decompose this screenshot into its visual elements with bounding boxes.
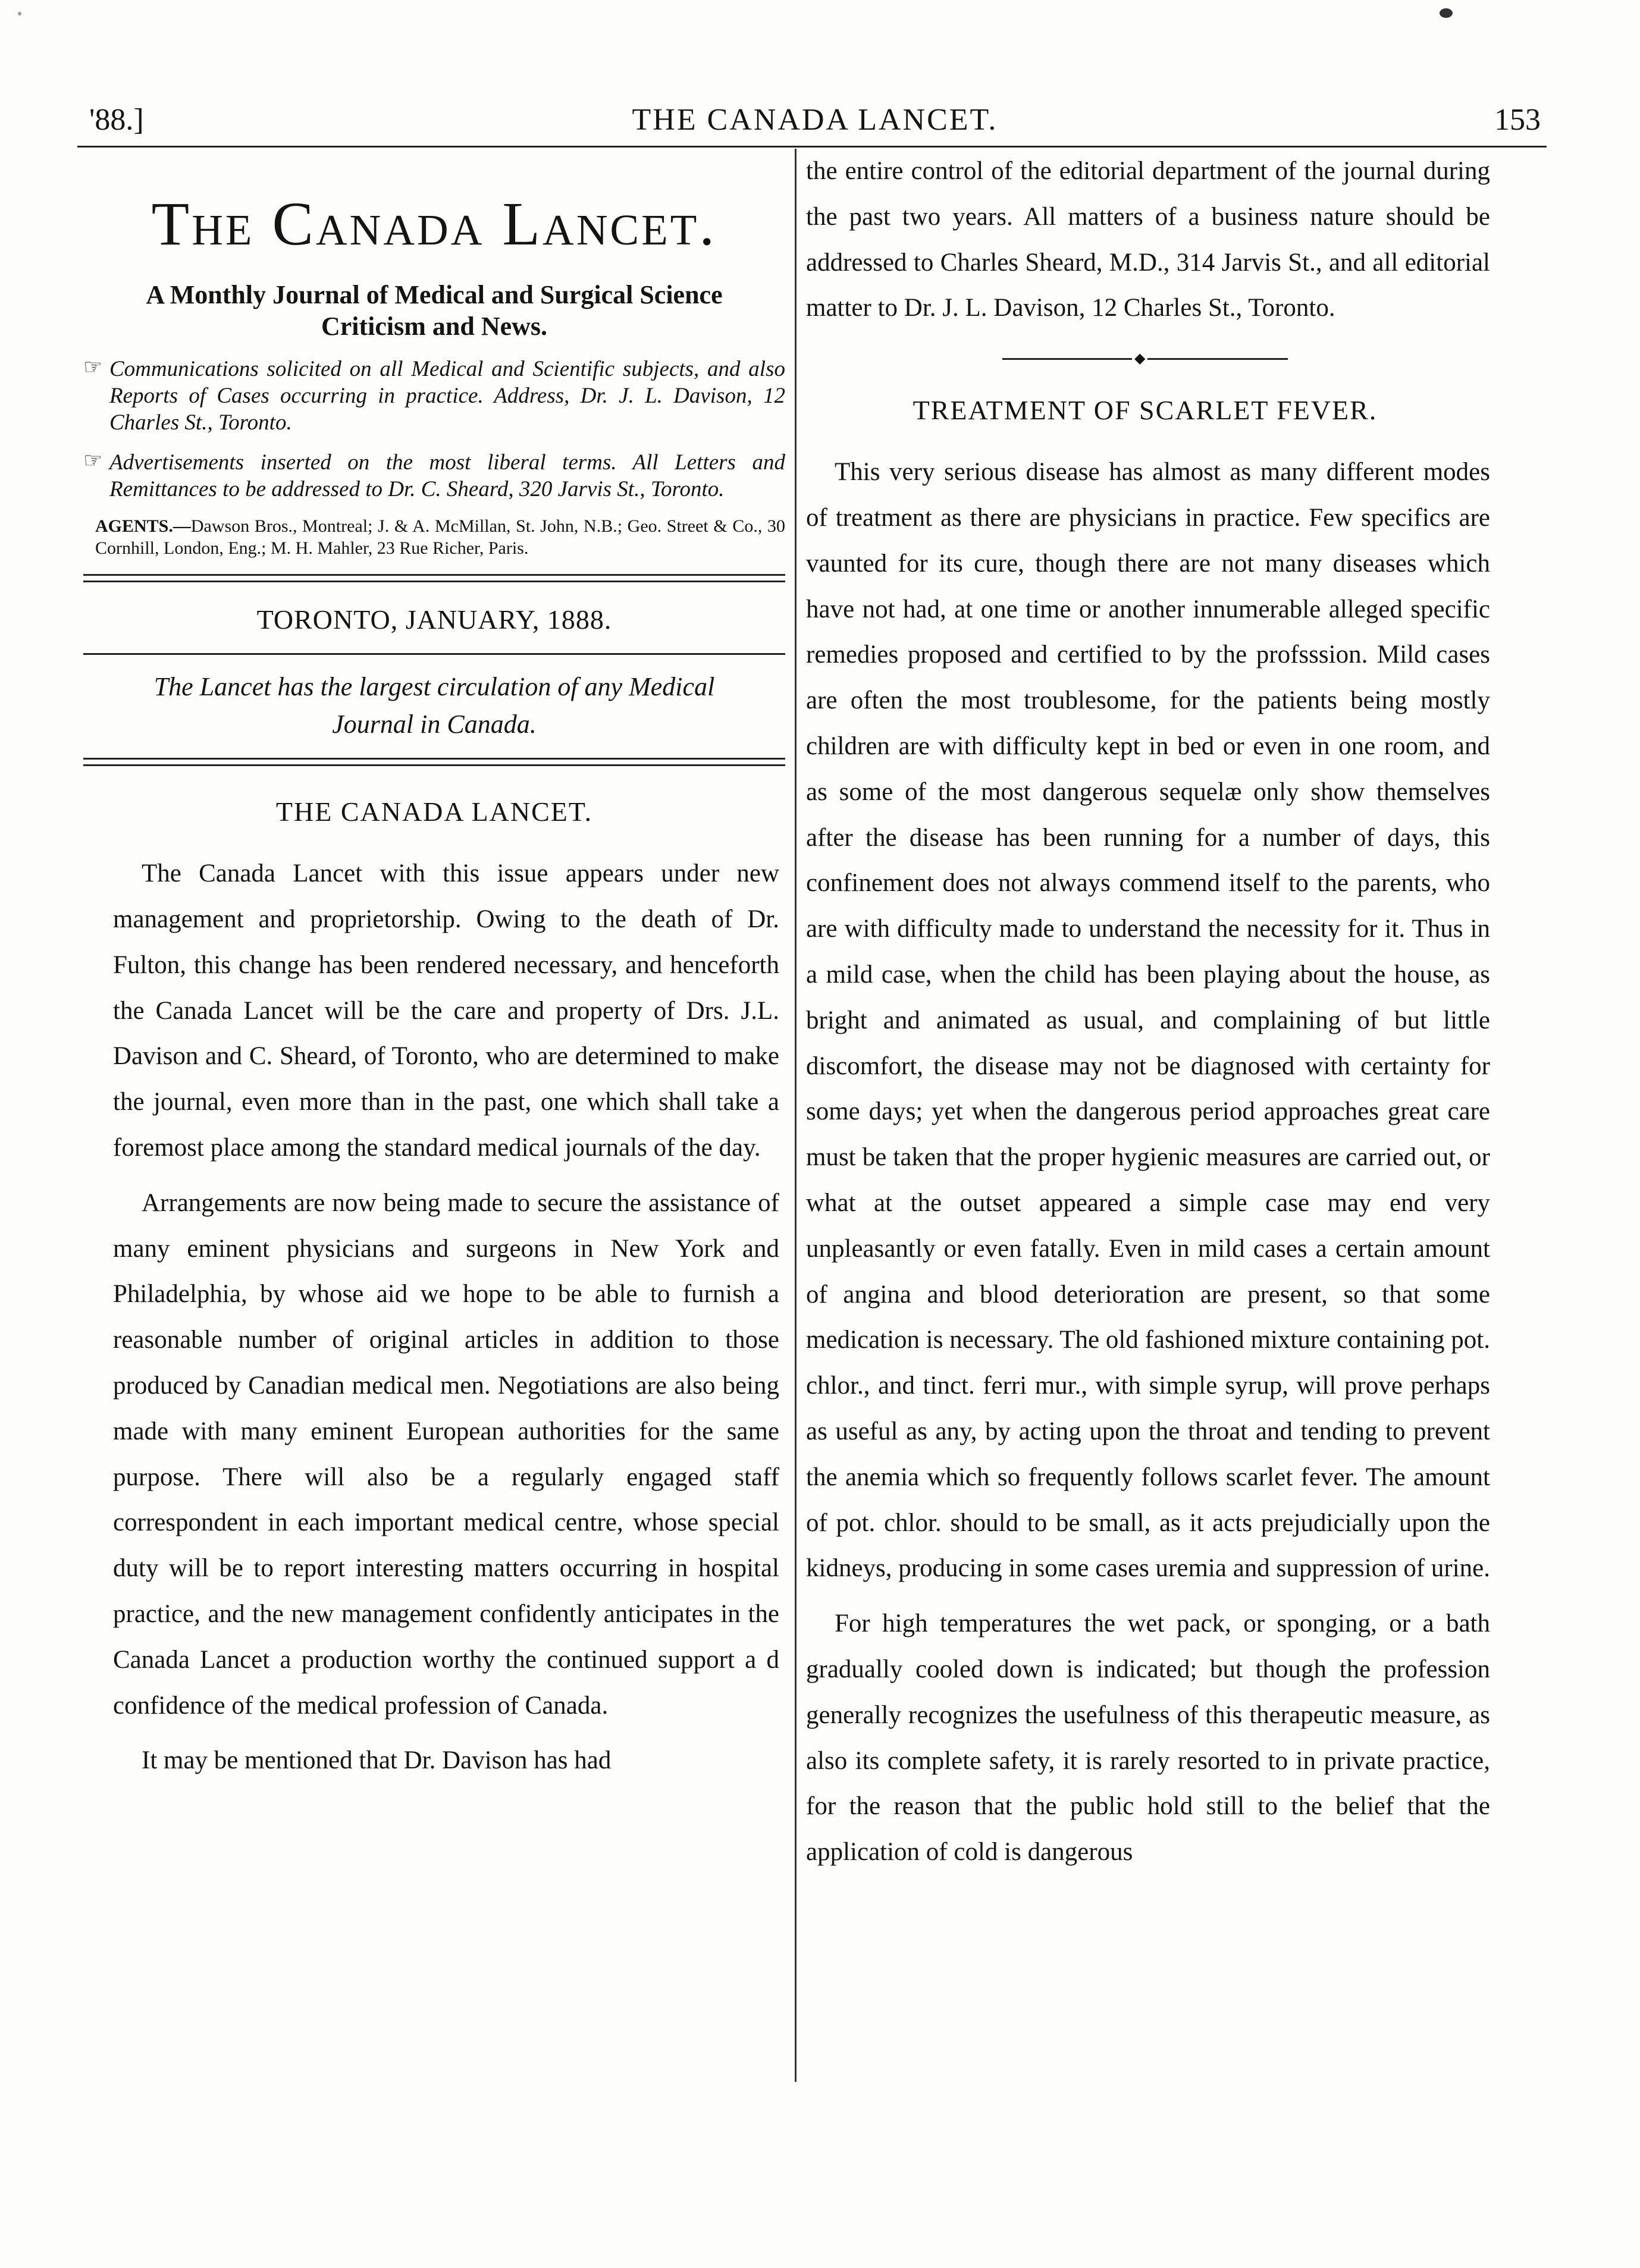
agents-label: AGENTS.—: [95, 516, 191, 536]
paragraph: It may be mentioned that Dr. Davison has had: [142, 1746, 612, 1775]
masthead-title: The Canada Lancet.: [151, 190, 717, 258]
rule: [83, 653, 785, 655]
manicule-icon: ☞: [83, 448, 103, 473]
manicule-icon: ☞: [83, 355, 103, 379]
article-title-scarlet-fever: TREATMENT OF SCARLET FEVER.: [912, 395, 1378, 426]
paragraph: Arrangements are now being made to secure the assistance of many eminent physicians and surgeons in New York and Philadelphia, by whose aid we hope to be able to furnish a reasonable number of original articles in addition to those produced by Canadian medical men. Negotiations are also being made with many eminent European authorities for the same purpose. There will also be a regularly engaged staff correspondent in each important medical centre, whose special duty will be to report interesting matters occurring in hospital practice, and the new management confidently anticipates in the Canada Lancet a production worthy the continued support a d confidence of the medical profession of Canada.: [113, 1188, 779, 1720]
page-number: 153: [1494, 103, 1541, 137]
paragraph: the entire control of the editorial department of the journal during the past two years. All matters of a business nature should be addressed to Charles Sheard, M.D., 314 Jarvis St., and all editorial matter to Dr. J. L. Davison, 12 Charles St., Toronto.: [806, 157, 1490, 322]
header-rule: [77, 146, 1547, 148]
notice-communications-text: Communications solicited on all Medical and Scientific subjects, and also Reports of Cases occurring in practice. Address, Dr. J. L. Davison, 12 Charles St., Toronto.: [109, 356, 785, 435]
ink-speck: [18, 12, 21, 15]
running-title: THE CANADA LANCET.: [632, 103, 998, 137]
paragraph: For high temperatures the wet pack, or sponging, or a bath gradually cooled down is indicated; but though the profession generally recognizes the usefulness of this therapeutic measure, as also its complete safety, it is rarely resorted to in private practice, for the reason that the public hold still to the belief that the application of cold is dangerous: [806, 1610, 1490, 1867]
notice-communications: [83, 356, 785, 436]
paragraph: The Canada Lancet with this issue appears under new management and proprietorship. Owing to the death of Dr. Fulton, this change has been rendered necessary, and henceforth the Canada Lancet will be the care and property of Drs. J.L. Davison and C. Sheard, of Toronto, who are determined to make the journal, even more than in the past, one which shall take a foremost place among the standard medical journals of the day.: [113, 859, 779, 1162]
masthead-subtitle: A Monthly Journal of Medical and Surgical Science Criticism and News.: [146, 280, 723, 341]
notice-advertisements-text: Advertisements inserted on the most liberal terms. All Letters and Remittances to be addressed to Dr. C. Sheard, 320 Jarvis St., Toronto.: [109, 450, 785, 502]
article-body-canada-lancet: [83, 851, 785, 1784]
right-column: [794, 149, 1496, 1875]
section-ornament-rule: [1002, 353, 1288, 365]
ink-speck: [1440, 8, 1453, 18]
double-rule: [83, 574, 785, 582]
paragraph: This very serious disease has almost as many different modes of treatment as there are physicians in practice. Few specifics are vaunted for its cure, though there are not many diseases which have not had, at one time or another innumerable alleged specific remedies proposed and certified to by the profsssion. Mild cases are often the most troublesome, for the patients being mostly children are with difficulty kept in bed or even in one room, and as some of the most dangerous sequelæ only show themselves after the disease has been running for a number of days, this confinement does not always commend itself to the parents, who are with difficulty made to understand the necessity for it. Thus in a mild case, when the child has been playing about the house, as bright and animated as usual, and complaining of but little discomfort, the disease may not be diagnosed with certainty for some days; yet when the dangerous period approaches great care must be taken that the proper hygienic measures are carried out, or what at the outset appeared a simple case may end very unpleasantly or even fatally. Even in mild cases a certain amount of angina and blood deterioration are present, so that some medication is necessary. The old fashioned mixture containing pot. chlor., and tinct. ferri mur., with simple syrup, will prove perhaps as useful as any, by acting upon the throat and tending to prevent the anemia which so frequently follows scarlet fever. The amount of pot. chlor. should to be small, as it acts prejudicially upon the kidneys, producing in some cases uremia and suppression of urine.: [806, 458, 1490, 1583]
article-body-scarlet-fever: [794, 450, 1496, 1875]
notice-advertisements: [83, 449, 785, 503]
agents-notice: [83, 515, 785, 560]
article-title-canada-lancet: THE CANADA LANCET.: [275, 796, 593, 827]
article-continuation: [794, 149, 1496, 331]
circulation-notice: The Lancet has the largest circulation of any Medical Journal in Canada.: [153, 672, 715, 739]
dateline: TORONTO, JANUARY, 1888.: [256, 604, 612, 635]
issue-year: '88.]: [89, 103, 144, 137]
agents-text: Dawson Bros., Montreal; J. & A. McMillan, St. John, N.B.; Geo. Street & Co., 30 Cornhill, London, Eng.; M. H. Mahler, 23 Rue Richer, Paris.: [95, 516, 785, 559]
running-head: [89, 95, 1541, 149]
diamond-ornament-icon: ◆: [1132, 353, 1147, 364]
double-rule: [83, 758, 785, 766]
left-column: [83, 149, 785, 1784]
